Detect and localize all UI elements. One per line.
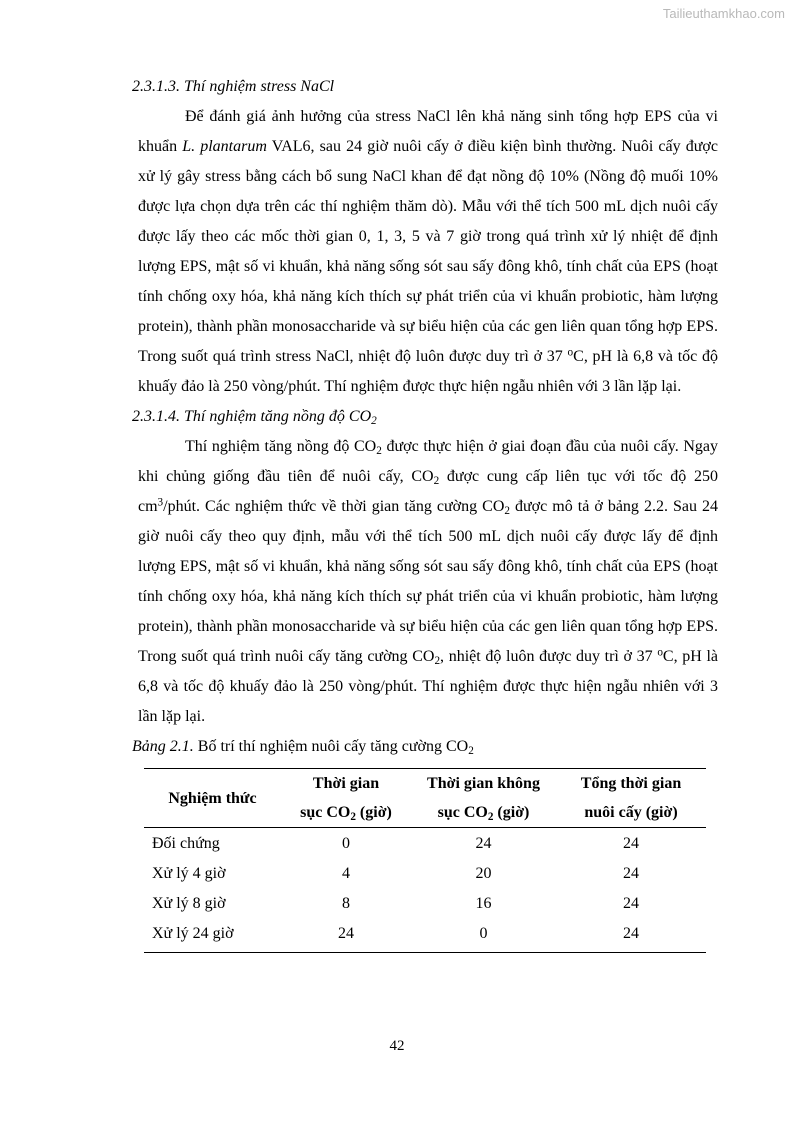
subscript: 2 xyxy=(468,744,474,757)
header-total-time-unit: nuôi cấy (giờ) xyxy=(556,798,706,828)
table-cell: 24 xyxy=(281,919,411,953)
text-run: 2.3.1.4. Thí nghiệm tăng nồng độ CO xyxy=(132,408,372,425)
table-row xyxy=(144,859,706,889)
text-run: VAL6, sau 24 giờ nuôi cấy ở điều kiện bình thường. Nuôi cấy được xử lý gây stress bằng cách bổ sung NaCl khan để đạt nồng độ 10% (Nồng độ muối 10% được lựa chọn dựa trên các thí nghiệm thăm dò). Mẫu với thể tích 500 mL dịch nuôi cấy được lấy theo các mốc thời gian 0, 1, 3, 5 và 7 giờ trong quá trình xử lý nhiệt để định lượng EPS, mật số vi khuẩn, khả năng sống sót sau sấy đông khô, tính chất của EPS (hoạt tính chống oxy hóa, khả năng kích thích sự phát triển của vi khuẩn probiotic, hàm lượng protein), thành phần monosaccharide và sự biểu hiện của các gen liên quan tổng hợp EPS. Trong suốt quá trình stress NaCl, nhiệt độ luôn được duy trì ở 37 xyxy=(138,138,718,365)
table-cell: 8 xyxy=(342,895,350,912)
table-caption xyxy=(132,732,718,762)
experiment-table xyxy=(144,768,706,953)
subscript: 2 xyxy=(433,474,440,487)
table-cell: Xử lý 8 giờ xyxy=(152,895,226,912)
subscript: 2 xyxy=(371,414,377,427)
table-cell: 24 xyxy=(623,895,639,912)
caption-label: Bảng 2.1. xyxy=(132,738,194,755)
section-heading-nacl: 2.3.1.3. Thí nghiệm stress NaCl xyxy=(132,78,335,95)
text-run: Thí nghiệm tăng nồng độ CO xyxy=(185,438,377,455)
header-no-aeration-time: Thời gian không xyxy=(411,769,556,799)
subscript: 2 xyxy=(504,504,510,517)
subscript: 2 xyxy=(434,654,441,667)
table-cell: 24 xyxy=(556,919,706,953)
subscript: 2 xyxy=(350,810,356,823)
section-heading-co2 xyxy=(132,402,718,432)
subscript: 2 xyxy=(376,444,382,457)
superscript: 3 xyxy=(157,496,164,509)
table-row xyxy=(144,828,706,860)
table-cell: 24 xyxy=(623,835,639,852)
text-run: (giờ) xyxy=(493,804,530,821)
table-row xyxy=(144,919,706,953)
text-run: C, pH là 6,8 và tốc độ khuấy đảo là 250 vòng/phút. Thí nghiệm được thực hiện ngẫu nhiên với 3 lần lặp lại. xyxy=(138,348,718,395)
table-cell: Xử lý 4 giờ xyxy=(152,865,226,882)
text-run: sục CO xyxy=(437,804,488,821)
text-run: được mô tả ở bảng 2.2. Sau 24 giờ nuôi cấy theo quy định, mẫu với thể tích 500 mL dịch nuôi cấy được lấy để định lượng EPS, mật số vi khuẩn, khả năng sống sót sau sấy đông khô, tính chất của EPS (hoạt tính chống oxy hóa, khả năng kích thích sự phát triển của vi khuẩn probiotic, hàm lượng protein), thành phần monosaccharide và sự biểu hiện của các gen liên quan tổng hợp EPS. Trong suốt quá trình nuôi cấy tăng cường CO xyxy=(138,498,719,665)
table-cell: 16 xyxy=(475,895,492,912)
degree-superscript: o xyxy=(657,646,663,659)
table-row xyxy=(144,889,706,919)
table-cell: 0 xyxy=(342,835,350,852)
table-cell: Xử lý 24 giờ xyxy=(144,919,281,953)
text-run: (giờ) xyxy=(355,804,392,821)
paragraph-co2 xyxy=(138,432,718,732)
degree-superscript: o xyxy=(567,346,574,359)
header-total-time: Tổng thời gian xyxy=(556,769,706,799)
table-cell: Đối chứng xyxy=(152,835,220,852)
table-cell: 24 xyxy=(475,835,492,852)
paragraph-nacl xyxy=(138,102,718,402)
text-run: /phút. Các nghiệm thức về thời gian tăng cường CO xyxy=(163,498,505,515)
header-treatment: Nghiệm thức xyxy=(144,769,281,828)
text-run: C, pH là 6,8 và tốc độ khuấy đảo là 250 vòng/phút. Thí nghiệm được thực hiện ngẫu nhiên với 3 lần lặp lại. xyxy=(138,648,718,725)
caption-text: Bố trí thí nghiệm nuôi cấy tăng cường CO xyxy=(193,738,469,755)
document-body xyxy=(132,72,719,953)
text-run: sục CO xyxy=(300,804,351,821)
page-number: 42 xyxy=(389,1038,405,1054)
table-cell: 0 xyxy=(411,919,556,953)
species-name: L. plantarum xyxy=(182,138,267,155)
table-cell: 4 xyxy=(342,865,350,882)
table-cell: 20 xyxy=(475,865,492,882)
text-run: được cung cấp liên tục với tốc độ 250 cm xyxy=(138,468,719,515)
header-no-aeration-time-unit xyxy=(411,798,556,828)
header-aeration-time: Thời gian xyxy=(281,769,411,799)
table-cell: 24 xyxy=(623,865,639,882)
text-run: , nhiệt độ luôn được duy trì ở 37 xyxy=(440,648,658,665)
text-run: Để đánh giá ảnh hưởng của stress NaCl lên khả năng sinh tổng hợp EPS của vi khuẩn xyxy=(138,108,718,155)
header-aeration-time-unit xyxy=(281,798,411,828)
subscript: 2 xyxy=(487,810,494,823)
watermark: Tailieuthamkhao.com xyxy=(662,6,785,21)
text-run: được thực hiện ở giai đoạn đầu của nuôi cấy. Ngay khi chủng giống đầu tiên để nuôi cấy, CO xyxy=(138,438,719,485)
table-header-row xyxy=(144,769,706,799)
